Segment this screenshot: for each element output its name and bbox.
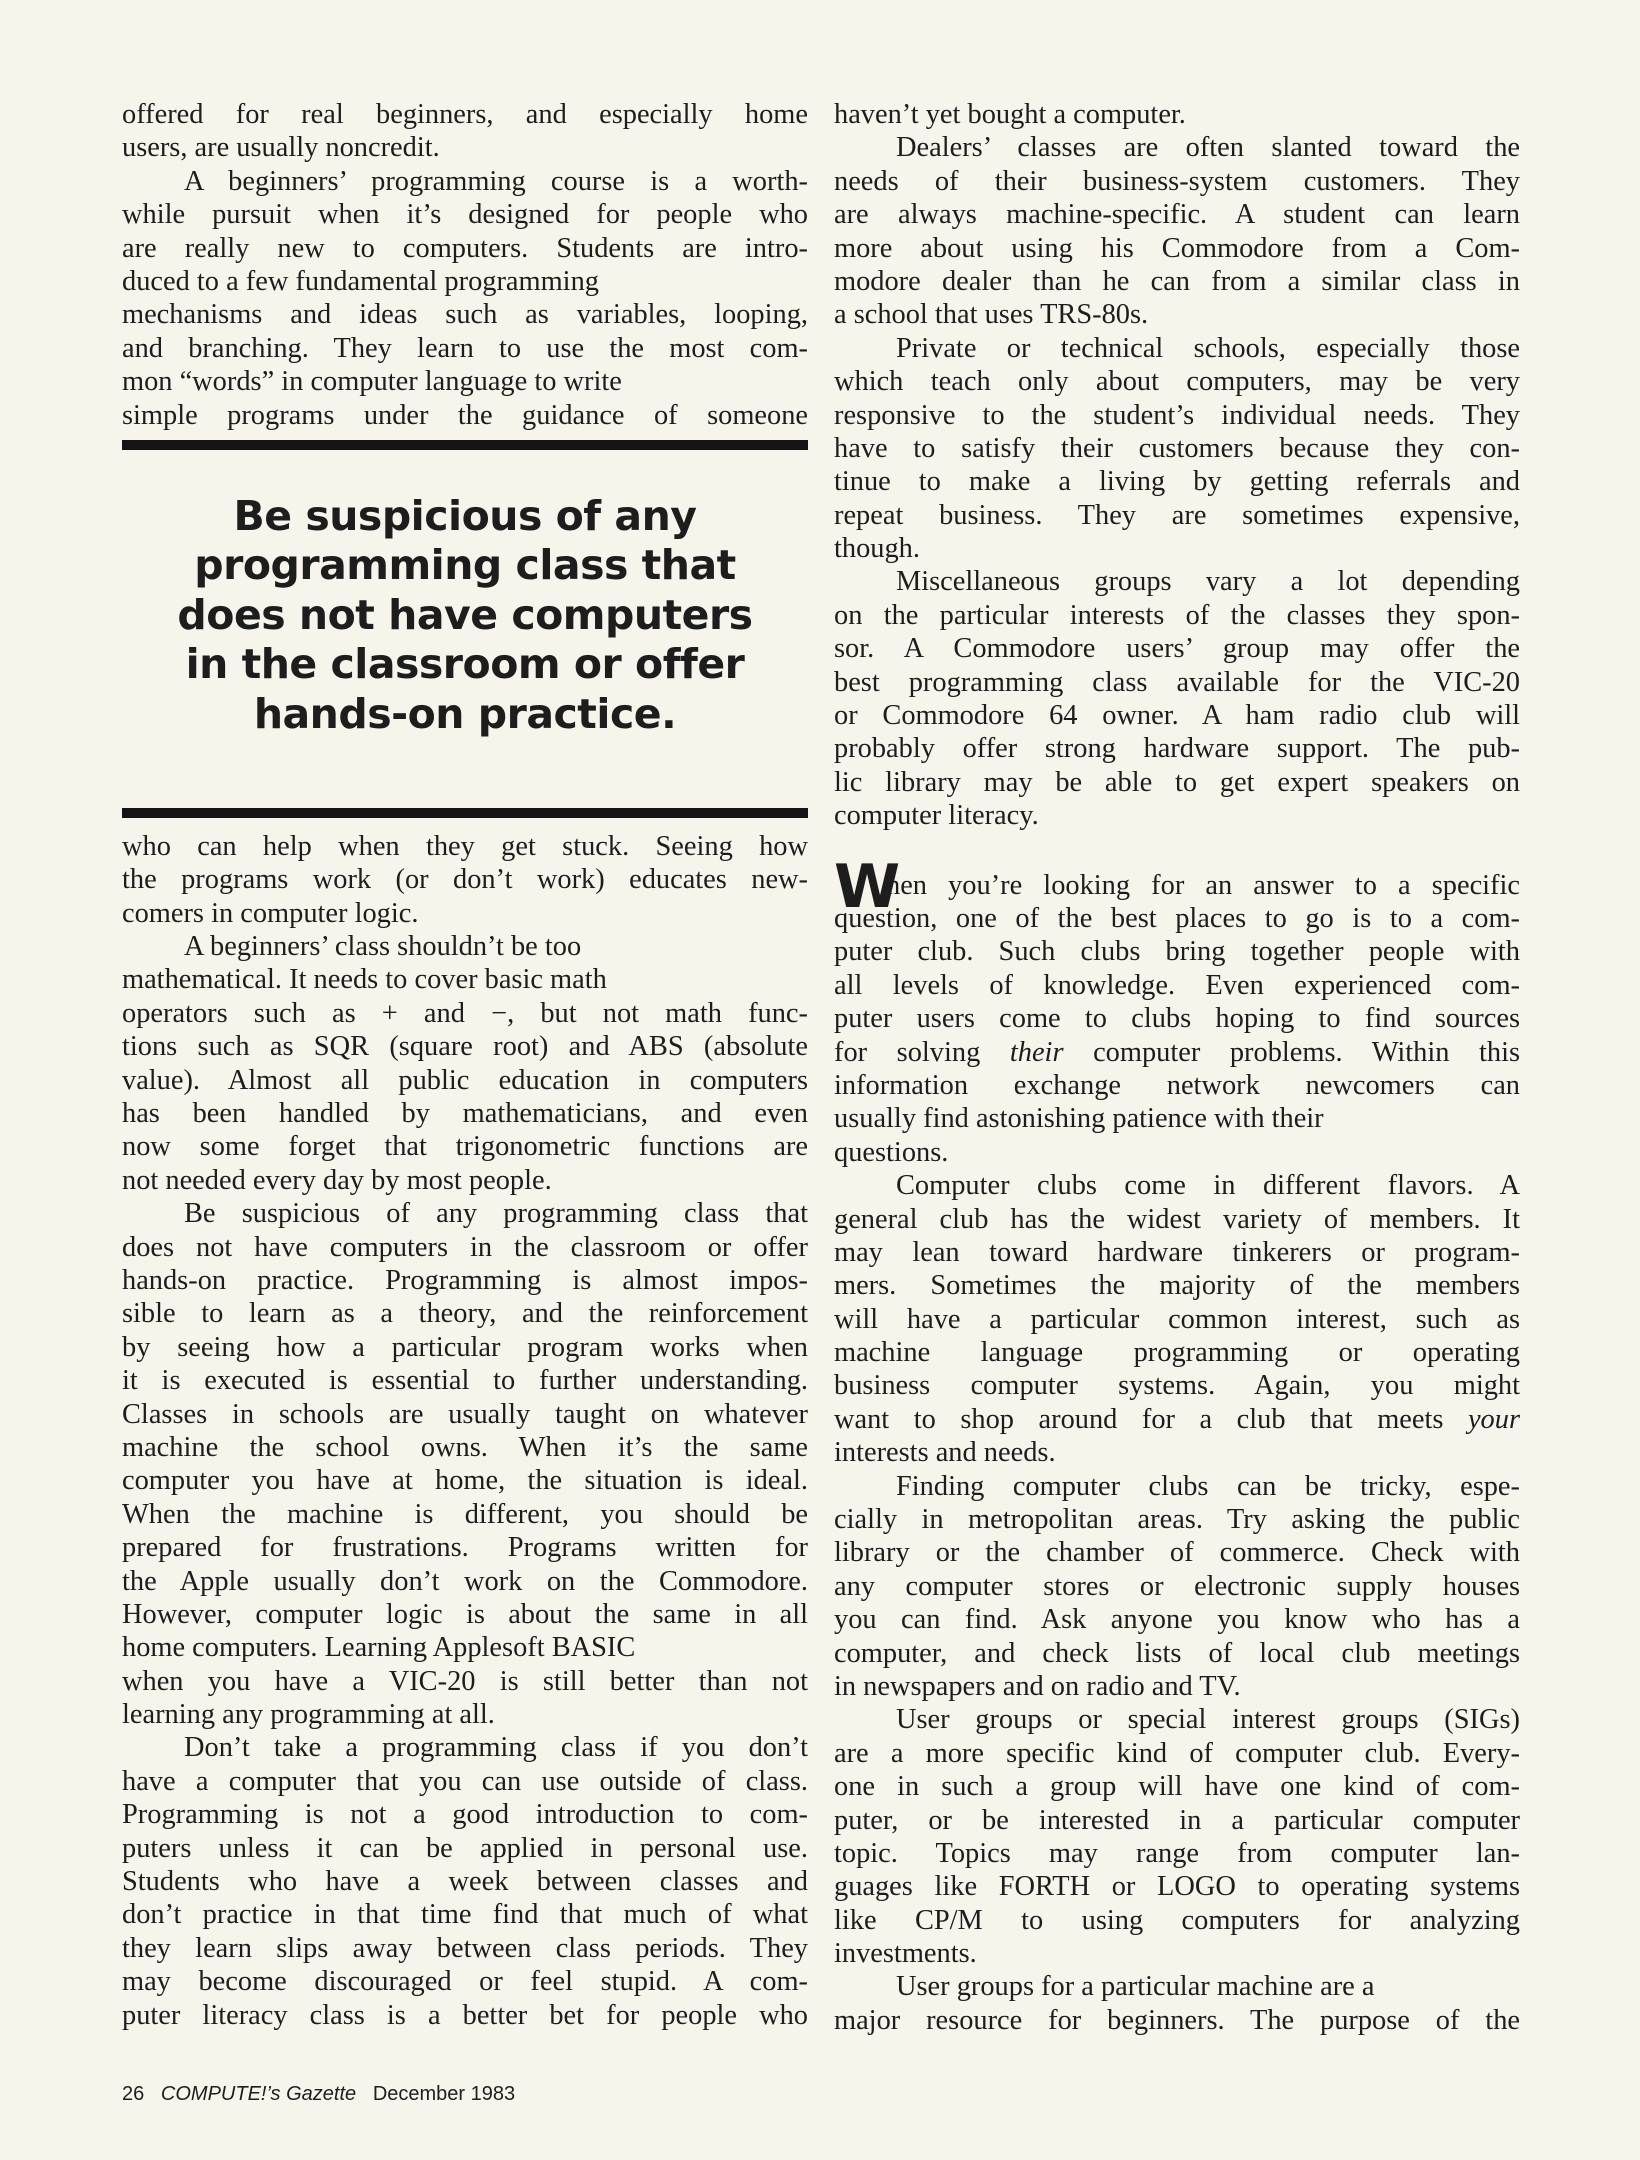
pull-quote-line: does not have computers bbox=[177, 590, 753, 639]
page-number: 26 bbox=[122, 2083, 145, 2105]
drop-cap: W bbox=[834, 851, 901, 922]
issue-date: December 1983 bbox=[372, 2083, 516, 2105]
text-line: sor. A Commodore users’ group may offer the bbox=[834, 633, 1520, 665]
text-line: Computer clubs come in different flavors. A bbox=[896, 1170, 1520, 1202]
text-line: When the machine is different, you should be bbox=[122, 1498, 808, 1530]
text-line: cially in metropolitan areas. Try asking the public bbox=[834, 1504, 1520, 1536]
right-column bbox=[834, 98, 1520, 2037]
text-line: Dealers’ classes are often slanted toward the bbox=[896, 132, 1520, 164]
text-line: Classes in schools are usually taught on whatever bbox=[122, 1398, 808, 1430]
text-line: sible to learn as a theory, and the reinforcement bbox=[122, 1298, 808, 1330]
text-line: the Apple usually don’t work on the Commodore. bbox=[122, 1565, 808, 1597]
text-line: will have a particular common interest, such as bbox=[834, 1303, 1520, 1335]
text-line: when you have a VIC-20 is still better than not bbox=[122, 1665, 808, 1697]
text-line: it is executed is essential to further understanding. bbox=[122, 1365, 808, 1397]
text-line: puter, or be interested in a particular computer bbox=[834, 1804, 1520, 1836]
section-gap bbox=[834, 833, 1520, 869]
right-top-text bbox=[834, 98, 1520, 833]
text-line: hands-on practice. Programming is almost impos- bbox=[122, 1264, 808, 1296]
text-line: any computer stores or electronic supply houses bbox=[834, 1570, 1520, 1602]
text-line: computer, and check lists of local club meetings bbox=[834, 1637, 1520, 1669]
text-line: are really new to computers. Students are intro- bbox=[122, 232, 808, 264]
text-line: machine the school owns. When it’s the same bbox=[122, 1431, 808, 1463]
text-line: Be suspicious of any programming class that bbox=[184, 1198, 808, 1230]
pull-quote-line: hands-on practice. bbox=[253, 689, 677, 738]
pull-quote-line: in the classroom or offer bbox=[185, 640, 745, 689]
text-line: all levels of knowledge. Even experienced com- bbox=[834, 969, 1520, 1001]
text-line: questions. bbox=[834, 1136, 949, 1168]
text-line: duced to a few fundamental programming bbox=[122, 265, 599, 297]
text-line: A beginners’ programming course is a worth- bbox=[184, 165, 808, 197]
text-line: computer literacy. bbox=[834, 800, 1039, 832]
text-line: which teach only about computers, may be very bbox=[834, 366, 1520, 398]
text-line: have to satisfy their customers because they con- bbox=[834, 432, 1520, 464]
text-line: mers. Sometimes the majority of the members bbox=[834, 1270, 1520, 1302]
text-line: not needed every day by most people. bbox=[122, 1164, 552, 1196]
text-line: lic library may be able to get expert speakers on bbox=[834, 766, 1520, 798]
text-line: prepared for frustrations. Programs written for bbox=[122, 1532, 808, 1564]
text-line: modore dealer than he can from a similar class in bbox=[834, 265, 1520, 297]
emphasis-your: your bbox=[1467, 1403, 1520, 1435]
text-line bbox=[834, 1403, 1520, 1436]
text-line: library or the chamber of commerce. Check with bbox=[834, 1537, 1520, 1569]
text-line: you can find. Ask anyone you know who has a bbox=[834, 1604, 1520, 1636]
text-line: on the particular interests of the classes they spon- bbox=[834, 599, 1520, 631]
text-run: want to shop around for a club that meets bbox=[834, 1403, 1468, 1435]
text-line: have a computer that you can use outside of class. bbox=[122, 1765, 808, 1797]
text-line: question, one of the best places to go is to a com- bbox=[834, 902, 1520, 934]
text-line: puter literacy class is a better bet for people who bbox=[122, 1999, 808, 2031]
text-line: business computer systems. Again, you might bbox=[834, 1370, 1520, 1402]
text-line: like CP/M to using computers for analyzing bbox=[834, 1904, 1520, 1936]
text-line: probably offer strong hardware support. The pub- bbox=[834, 733, 1520, 765]
text-line: does not have computers in the classroom or offer bbox=[122, 1231, 808, 1263]
text-line: offered for real beginners, and especially home bbox=[122, 99, 808, 130]
text-line: now some forget that trigonometric functions are bbox=[122, 1131, 808, 1163]
pull-quote-bottom-rule bbox=[122, 808, 808, 818]
text-line: machine language programming or operating bbox=[834, 1337, 1520, 1369]
text-line: investments. bbox=[834, 1938, 977, 1970]
text-line: home computers. Learning Applesoft BASIC bbox=[122, 1632, 636, 1664]
text-line: However, computer logic is about the same in all bbox=[122, 1598, 808, 1630]
text-line: computer you have at home, the situation is ideal. bbox=[122, 1465, 808, 1497]
text-line: and branching. They learn to use the most com- bbox=[122, 332, 808, 364]
text-line: a school that uses TRS-80s. bbox=[834, 299, 1149, 331]
text-line: mechanisms and ideas such as variables, looping, bbox=[122, 299, 808, 331]
text-line: value). Almost all public education in computers bbox=[122, 1064, 808, 1096]
text-line: though. bbox=[834, 533, 920, 565]
text-line: hen you’re looking for an answer to a specific bbox=[886, 869, 1520, 901]
text-line: who can help when they get stuck. Seeing how bbox=[122, 830, 808, 862]
text-line: usually find astonishing patience with their bbox=[834, 1103, 1324, 1135]
text-line: don’t practice in that time find that much of what bbox=[122, 1899, 808, 1931]
text-line: Miscellaneous groups vary a lot depending bbox=[896, 566, 1520, 598]
page-footer bbox=[122, 2083, 515, 2106]
text-line: more about using his Commodore from a Com- bbox=[834, 232, 1520, 264]
magazine-title: COMPUTE!’s Gazette bbox=[160, 2083, 357, 2105]
text-line: one in such a group will have one kind of com- bbox=[834, 1771, 1520, 1803]
text-line: Programming is not a good introduction to com- bbox=[122, 1799, 808, 1831]
text-run: computer problems. Within this bbox=[1063, 1036, 1520, 1068]
text-line: Don’t take a programming class if you don’t bbox=[184, 1732, 808, 1764]
text-line: while pursuit when it’s designed for people who bbox=[122, 199, 808, 231]
text-line: Private or technical schools, especially those bbox=[896, 332, 1520, 364]
text-line: puters unless it can be applied in personal use. bbox=[122, 1832, 808, 1864]
text-line: responsive to the student’s individual needs. They bbox=[834, 399, 1520, 431]
text-line: topic. Topics may range from computer lan- bbox=[834, 1837, 1520, 1869]
text-line: User groups or special interest groups (SIGs) bbox=[896, 1704, 1520, 1736]
text-line: general club has the widest variety of members. It bbox=[834, 1203, 1520, 1235]
left-body-text bbox=[122, 830, 808, 2032]
text-line: User groups for a particular machine are a bbox=[896, 1971, 1375, 2003]
text-line: they learn slips away between class periods. They bbox=[122, 1932, 808, 1964]
text-line: interests and needs. bbox=[834, 1437, 1056, 1469]
text-line: information exchange network newcomers can bbox=[834, 1069, 1520, 1101]
text-line: operators such as + and −, but not math func- bbox=[122, 997, 808, 1029]
text-line: tinue to make a living by getting referrals and bbox=[834, 466, 1520, 498]
text-line: A beginners’ class shouldn’t be too bbox=[184, 931, 582, 963]
emphasis-their: their bbox=[1009, 1036, 1064, 1068]
text-line: mathematical. It needs to cover basic math bbox=[122, 964, 607, 996]
text-line: guages like FORTH or LOGO to operating systems bbox=[834, 1871, 1520, 1903]
text-line: repeat business. They are sometimes expensive, bbox=[834, 499, 1520, 531]
text-line: major resource for beginners. The purpose of the bbox=[834, 2004, 1520, 2036]
text-line: may become discouraged or feel stupid. A com- bbox=[122, 1966, 808, 1998]
text-line: may lean toward hardware tinkerers or program- bbox=[834, 1236, 1520, 1268]
text-line: tions such as SQR (square root) and ABS (absolute bbox=[122, 1031, 808, 1063]
left-column bbox=[122, 98, 808, 2032]
text-line bbox=[834, 1036, 1520, 1069]
text-line: simple programs under the guidance of someone bbox=[122, 399, 808, 431]
text-line: learning any programming at all. bbox=[122, 1699, 495, 1731]
text-line: puter club. Such clubs bring together people with bbox=[834, 936, 1520, 968]
text-line: mon “words” in computer language to write bbox=[122, 366, 622, 398]
text-line: comers in computer logic. bbox=[122, 897, 419, 929]
text-line: needs of their business-system customers. They bbox=[834, 165, 1520, 197]
text-run: for solving bbox=[834, 1036, 1010, 1068]
pull-quote bbox=[122, 432, 808, 830]
text-line: are always machine-specific. A student can learn bbox=[834, 199, 1520, 231]
text-line: by seeing how a particular program works when bbox=[122, 1331, 808, 1363]
text-line: puter users come to clubs hoping to find sources bbox=[834, 1003, 1520, 1035]
text-line: in newspapers and on radio and TV. bbox=[834, 1670, 1241, 1702]
text-line: are a more specific kind of computer club. Every- bbox=[834, 1737, 1520, 1769]
computer-clubs-section bbox=[834, 851, 1520, 2038]
left-intro-text bbox=[122, 98, 808, 432]
text-line: or Commodore 64 owner. A ham radio club will bbox=[834, 700, 1520, 732]
text-line: users, are usually noncredit. bbox=[122, 132, 440, 164]
text-line: the programs work (or don’t work) educates new- bbox=[122, 864, 808, 896]
pull-quote-line: Be suspicious of any bbox=[233, 491, 697, 540]
pull-quote-line: programming class that bbox=[194, 541, 736, 590]
text-line: best programming class available for the VIC-20 bbox=[834, 666, 1520, 698]
text-line: haven’t yet bought a computer. bbox=[834, 99, 1186, 130]
text-line: has been handled by mathematicians, and even bbox=[122, 1098, 808, 1130]
pull-quote-top-rule bbox=[122, 440, 808, 450]
text-line: Finding computer clubs can be tricky, espe- bbox=[896, 1470, 1520, 1502]
pull-quote-text bbox=[122, 492, 808, 740]
text-line: Students who have a week between classes and bbox=[122, 1866, 808, 1898]
